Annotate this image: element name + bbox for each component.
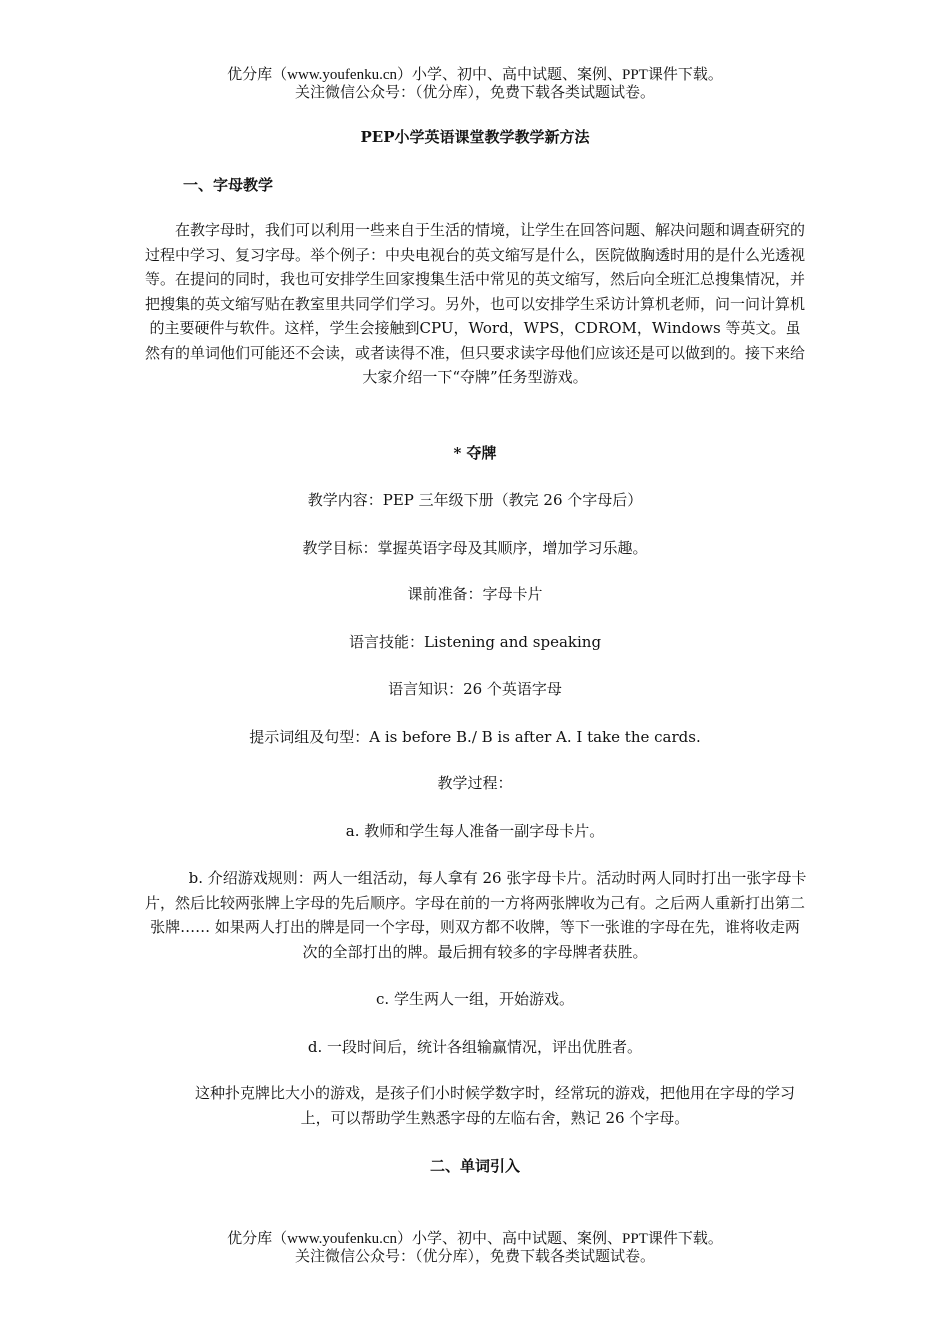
footer-line-1: 优分库（www.youfenku.cn）小学、初中、高中试题、案例、PPT课件下载。: [227, 1231, 723, 1247]
step-c: c. 学生两人一组，开始游戏。: [376, 990, 574, 1008]
class-preparation: 课前准备：字母卡片: [407, 585, 543, 603]
prompt-phrases: 提示词组及句型：A is before B./ B is after A. I take the cards.: [249, 728, 701, 746]
document-title: PEP小学英语课堂教学教学新方法: [360, 128, 590, 146]
step-b: b. 介绍游戏规则：两人一组活动，每人拿有 26 张字母卡片。活动时两人同时打出一张字母卡片，然后比较两张牌上字母的先后顺序。字母在前的一方将两张牌收为己有。之后两人重新打出第二张牌…… 如果两人打出的牌是同一个字母，则双方都不收牌，等下一张谁的字母在先，谁将收走两次的全部打出的牌。最后拥有较多的字母牌者获胜。: [144, 869, 807, 961]
section-heading-words: 二、单词引入: [429, 1157, 520, 1175]
letters-paragraph: 在教字母时，我们可以利用一些来自于生活的情境，让学生在回答问题、解决问题和调查研究的过程中学习、复习字母。举个例子：中央电视台的英文缩写是什么，医院做胸透时用的是什么光透视等。在提问的同时，我也可安排学生回家搜集生活中常见的英文缩写，然后向全班汇总搜集情况，并把搜集的英文缩写贴在教室里共同学们学习。另外，也可以安排学生采访计算机老师，问一问计算机的主要硬件与软件。这样，学生会接触到CPU，Word，WPS，CDROM，Windows 等英文。虽然有的单词他们可能还不会读，或者读得不准，但只要求读字母他们应该还是可以做到的。接下来给大家介绍一下“夺牌”任务型游戏。: [144, 221, 805, 386]
teaching-content: 教学内容：PEP 三年级下册（教完 26 个字母后）: [307, 491, 643, 509]
page-footer: [0, 1230, 950, 1266]
game-summary: 这种扑克牌比大小的游戏，是孩子们小时候学数字时，经常玩的游戏，把他用在字母的学习上，可以帮助学生熟悉字母的左临右舍，熟记 26 个字母。: [194, 1084, 795, 1127]
game-heading: * 夺牌: [453, 444, 497, 462]
language-skill: 语言技能：Listening and speaking: [348, 633, 602, 651]
footer-line-2: 关注微信公众号：（优分库），免费下载各类试题试卷。: [294, 1249, 655, 1265]
teaching-goal: 教学目标：掌握英语字母及其顺序，增加学习乐趣。: [302, 539, 648, 557]
step-d: d. 一段时间后，统计各组输赢情况，评出优胜者。: [307, 1038, 643, 1056]
header-line-1: 优分库（www.youfenku.cn）小学、初中、高中试题、案例、PPT课件下载。: [227, 67, 723, 83]
step-a: a. 教师和学生每人准备一副字母卡片。: [345, 822, 605, 840]
page-header: [0, 66, 950, 102]
header-line-2: 关注微信公众号：（优分库），免费下载各类试题试卷。: [294, 85, 655, 101]
language-knowledge: 语言知识：26 个英语字母: [388, 680, 562, 698]
teaching-process-label: 教学过程：: [437, 774, 513, 792]
section-heading-letters: 一、字母教学: [183, 176, 274, 194]
